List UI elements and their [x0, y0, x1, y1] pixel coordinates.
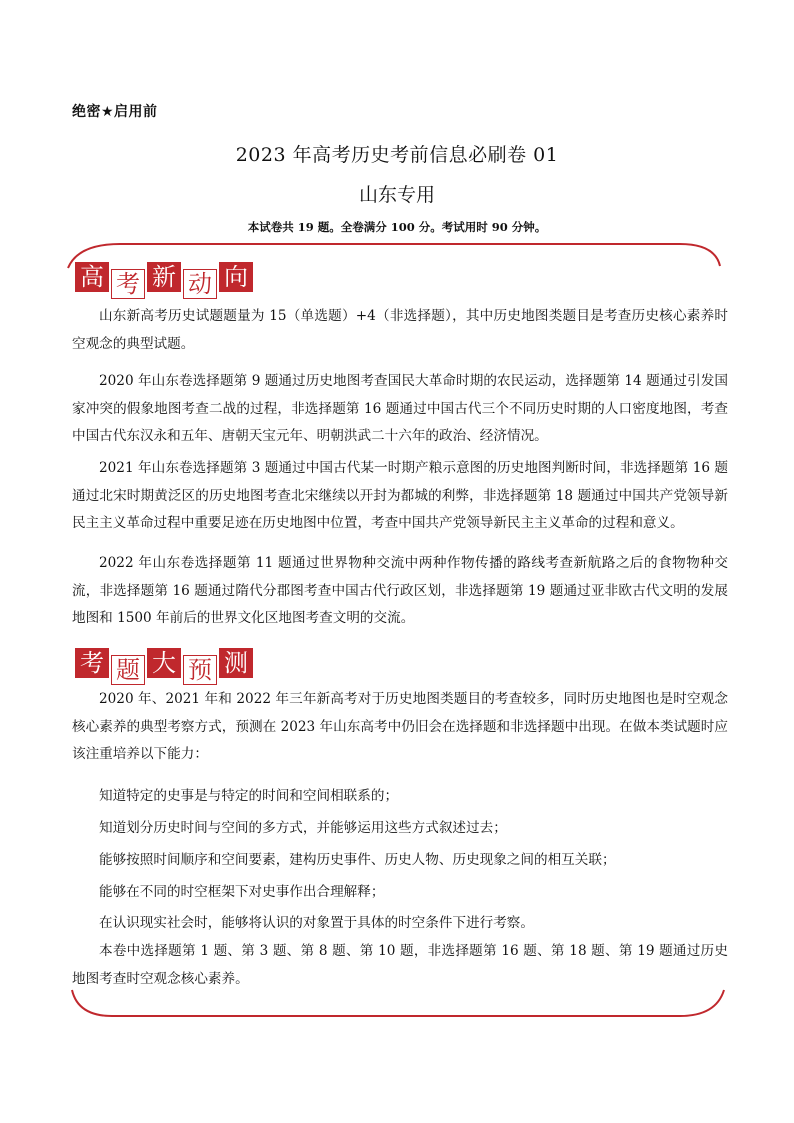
- banner-char: 新: [147, 262, 181, 292]
- exam-info: 本试卷共 19 题。全卷满分 100 分。考试用时 90 分钟。: [247, 220, 547, 234]
- banner-char: 考: [111, 269, 145, 299]
- section-banner-new-trends: [75, 262, 253, 298]
- banner-char: 动: [183, 269, 217, 299]
- paragraph: 2020 年、2021 年和 2022 年三年新高考对于历史地图类题目的考查较多，同时历史地图也是时空观念核心素养的典型考察方式，预测在 2023 年山东高考中仍旧会在选择题和非选择题中出现。在做本类试题时应该注重培养以下能力：: [72, 691, 728, 762]
- paragraph: 2021 年山东卷选择题第 3 题通过中国古代某一时期产粮示意图的历史地图判断时间，非选择题第 16 题通过北宋时期黄泛区的历史地图考查北宋继续以开封为都城的利弊，非选择题第 18 题通过中国共产党领导新民主主义革命过程中重要足迹在历史地图中位置，考查中国共产党领导新民主主义革命的过程和意义。: [72, 460, 728, 531]
- ability-item: 能够按照时间顺序和空间要素，建构历史事件、历史人物、历史现象之间的相互关联；: [99, 852, 616, 868]
- banner-char: 考: [75, 648, 109, 678]
- banner-char: 预: [183, 655, 217, 685]
- banner-char: 题: [111, 655, 145, 685]
- banner-char: 高: [75, 262, 109, 292]
- banner-char: 向: [219, 262, 253, 292]
- paragraph: 2022 年山东卷选择题第 11 题通过世界物种交流中两种作物传播的路线考查新航路之后的食物物种交流，非选择题第 16 题通过隋代分郡图考查中国古代行政区划，非选择题第 19 题通过亚非欧古代文明的发展地图和 1500 年前后的世界文化区地图考查文明的交流。: [72, 555, 728, 626]
- ability-item: 能够在不同的时空框架下对史事作出合理解释；: [99, 884, 385, 900]
- document-subtitle: 山东专用: [358, 184, 435, 206]
- ability-item: 知道划分历史时间与空间的多方式，并能够运用这些方式叙述过去；: [99, 820, 507, 836]
- paragraph: 2020 年山东卷选择题第 9 题通过历史地图考查国民大革命时期的农民运动，选择题第 14 题通过引发国家冲突的假象地图考查二战的过程，非选择题第 16 题通过中国古代三个不同历史时期的人口密度地图，考查中国古代东汉永和五年、唐朝天宝元年、明朝洪武二十六年的政治、经济情况。: [72, 373, 728, 444]
- paragraph: 本卷中选择题第 1 题、第 3 题、第 8 题、第 10 题，非选择题第 16 题、第 18 题、第 19 题通过历史地图考查时空观念核心素养。: [72, 943, 728, 987]
- banner-char: 测: [219, 648, 253, 678]
- section-banner-exam-prediction: [75, 648, 253, 684]
- ability-item: 知道特定的史事是与特定的时间和空间相联系的；: [99, 788, 399, 804]
- document-title: 2023 年高考历史考前信息必刷卷 01: [235, 144, 559, 166]
- banner-char: 大: [147, 648, 181, 678]
- paragraph: 山东新高考历史试题题量为 15（单选题）+4（非选择题），其中历史地图类题目是考查历史核心素养时空观念的典型试题。: [72, 308, 728, 352]
- confidential-mark: 绝密★启用前: [72, 104, 158, 120]
- ability-item: 在认识现实社会时，能够将认识的对象置于具体的时空条件下进行考察。: [99, 915, 534, 931]
